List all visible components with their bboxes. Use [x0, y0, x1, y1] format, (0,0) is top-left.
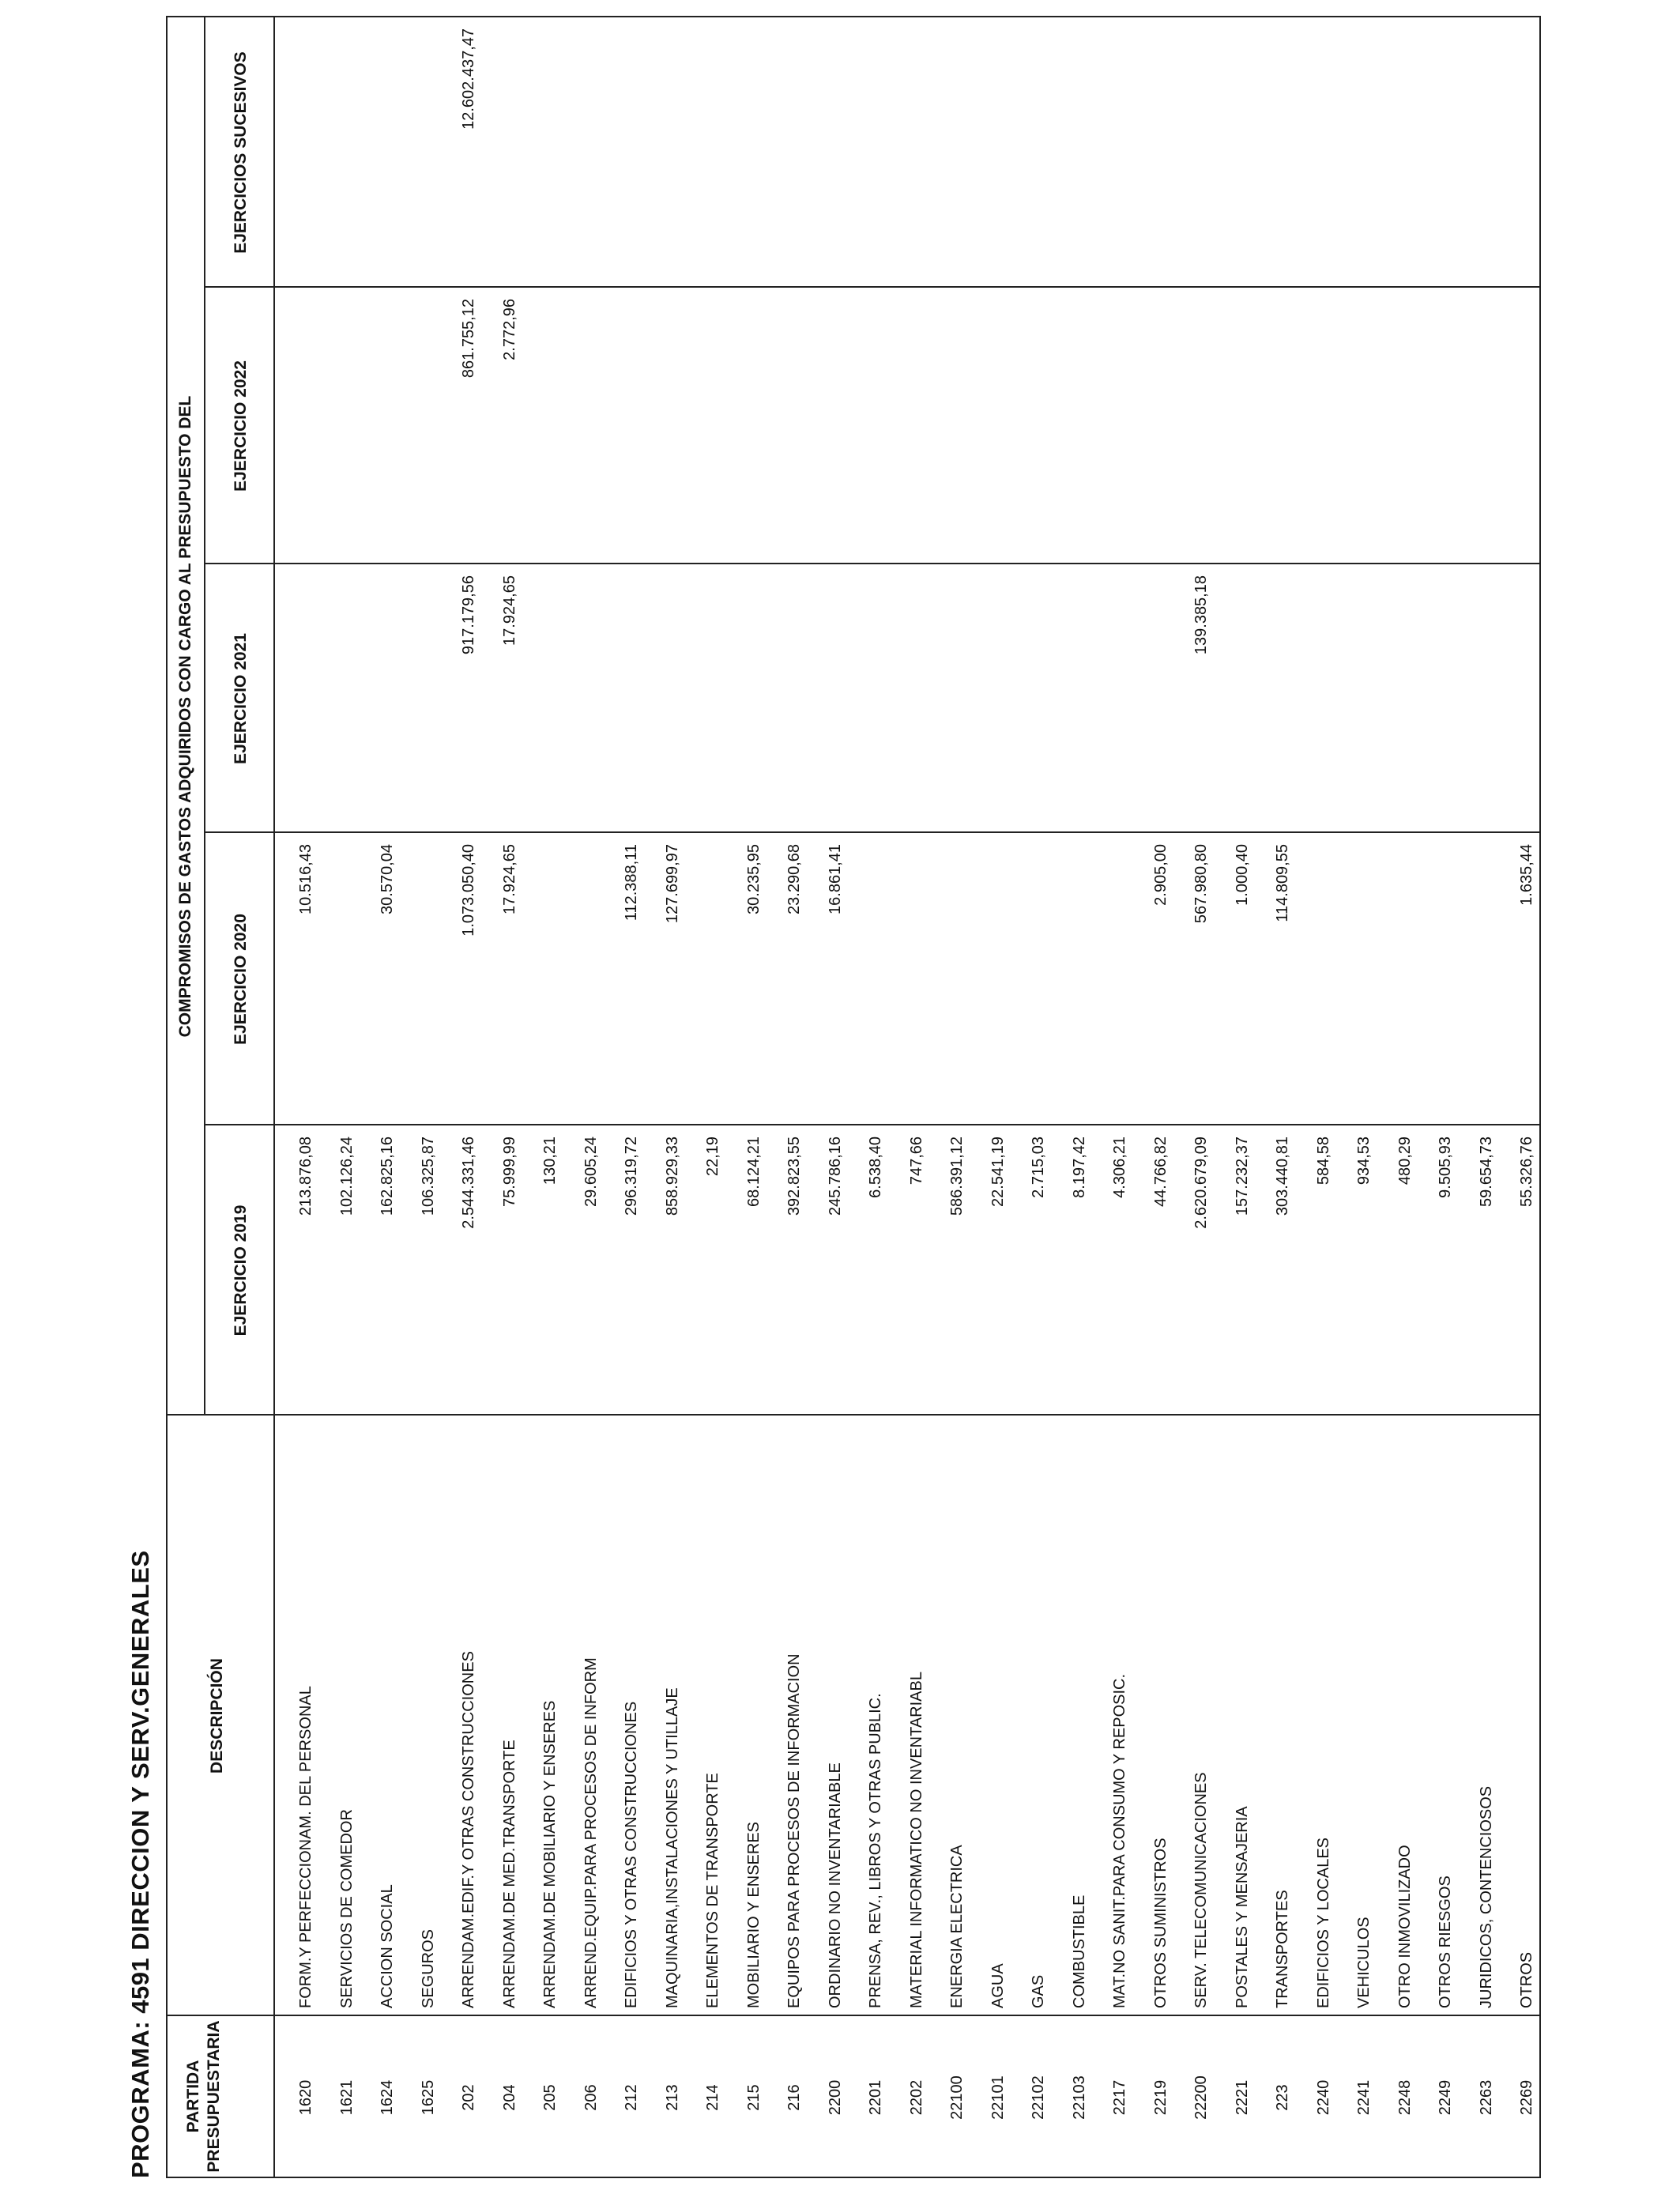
row-code: 216 [785, 2084, 803, 2111]
row-description: EQUIPOS PARA PROCESOS DE INFORMACION [785, 1653, 803, 2008]
row-description: GAS [1030, 1974, 1047, 2008]
row-amount-v2019: 162.825,16 [379, 1137, 396, 1216]
row-description: AGUA [989, 1963, 1007, 2008]
row-description: MATERIAL INFORMATICO NO INVENTARIABL [907, 1672, 925, 2008]
row-amount-vsuc: 12.602.437,47 [460, 28, 477, 130]
row-amount-v2019: 934,53 [1355, 1137, 1373, 1186]
row-amount-v2020: 1.000,40 [1233, 844, 1251, 906]
row-code: 2240 [1314, 2079, 1332, 2116]
row-description: POSTALES Y MENSAJERIA [1233, 1806, 1251, 2008]
row-amount-v2019: 2.715,03 [1030, 1137, 1047, 1198]
header-2020: EJERCICIO 2020 [232, 914, 250, 1045]
row-amount-v2019: 55.326,76 [1518, 1137, 1535, 1207]
divider-2021 [204, 563, 1539, 564]
row-amount-v2020: 114.809,55 [1274, 844, 1291, 922]
row-code: 2249 [1437, 2079, 1454, 2116]
row-amount-v2019: 29.605,24 [582, 1137, 600, 1207]
header-bottom-line [273, 17, 275, 2177]
row-amount-v2021: 917.179,56 [460, 575, 477, 655]
row-description: COMBUSTIBLE [1070, 1894, 1088, 2008]
row-description: OTROS [1518, 1951, 1535, 2008]
header-group: COMPROMISOS DE GASTOS ADQUIRIDOS CON CARGO AL PRESUPUESTO DEL [176, 395, 194, 1038]
row-amount-v2019: 392.823,55 [785, 1137, 803, 1216]
header-2022: EJERCICIO 2022 [232, 360, 250, 492]
row-amount-v2019: 4.306,21 [1111, 1137, 1128, 1198]
row-code: 22103 [1070, 2075, 1088, 2120]
row-amount-v2019: 858.929,33 [663, 1137, 681, 1216]
budget-table [166, 16, 1541, 2178]
row-code: 206 [582, 2084, 600, 2111]
row-description: SERVICIOS DE COMEDOR [337, 1809, 356, 2008]
row-description: OTRO INMOVILIZADO [1396, 1845, 1414, 2008]
row-description: TRANSPORTES [1274, 1890, 1291, 2008]
row-description: MAQUINARIA,INSTALACIONES Y UTILLAJE [663, 1687, 681, 2008]
row-code: 1625 [419, 2079, 437, 2116]
row-amount-v2020: 2.905,00 [1151, 844, 1170, 906]
row-description: EDIFICIOS Y OTRAS CONSTRUCCIONES [623, 1701, 640, 2008]
row-code: 2248 [1396, 2079, 1414, 2116]
divider-2022 [204, 286, 1539, 288]
row-amount-v2019: 2.620.679,09 [1192, 1137, 1210, 1229]
row-code: 202 [460, 2084, 477, 2111]
row-amount-v2021: 139.385,18 [1192, 575, 1210, 655]
row-description: EDIFICIOS Y LOCALES [1314, 1837, 1332, 2008]
divider-2020 [204, 831, 1539, 833]
row-amount-v2019: 8.197,42 [1070, 1137, 1088, 1198]
row-code: 1621 [337, 2079, 356, 2116]
row-amount-v2019: 584,58 [1314, 1137, 1332, 1186]
row-description: MOBILIARIO Y ENSERES [744, 1821, 763, 2008]
row-description: ENERGIA ELECTRICA [948, 1845, 966, 2008]
row-code: 22101 [989, 2075, 1007, 2120]
row-description: SEGUROS [419, 1928, 437, 2008]
row-description: FORM.Y PERFECCIONAM. DEL PERSONAL [297, 1686, 315, 2008]
row-code: 2221 [1233, 2079, 1251, 2116]
row-description: ARREND.EQUIP.PARA PROCESOS DE INFORM [582, 1657, 600, 2008]
row-code: 2219 [1151, 2079, 1170, 2116]
row-code: 223 [1274, 2084, 1291, 2111]
header-2021: EJERCICIO 2021 [232, 633, 250, 764]
divider-partida [168, 2015, 1539, 2016]
row-code: 2202 [907, 2079, 925, 2116]
header-group-line [204, 17, 205, 1416]
row-amount-v2020: 17.924,65 [500, 844, 518, 914]
row-code: 2200 [826, 2079, 844, 2116]
row-code: 22100 [948, 2075, 966, 2120]
row-description: ARRENDAM.DE MOBILIARIO Y ENSERES [541, 1700, 559, 2008]
row-amount-v2019: 106.325,87 [419, 1137, 437, 1216]
row-amount-v2020: 30.570,04 [379, 844, 396, 914]
row-amount-v2020: 1.073.050,40 [460, 844, 477, 937]
row-amount-v2021: 17.924,65 [500, 575, 518, 646]
row-description: ELEMENTOS DE TRANSPORTE [704, 1773, 721, 2008]
row-amount-v2020: 127.699,97 [663, 844, 681, 924]
row-amount-v2019: 303.440,81 [1274, 1137, 1291, 1216]
row-code: 2217 [1111, 2079, 1128, 2116]
row-amount-v2022: 2.772,96 [500, 299, 518, 360]
row-amount-v2020: 112.388,11 [623, 844, 640, 922]
row-amount-v2019: 245.786,16 [826, 1137, 844, 1216]
row-description: PRENSA, REV., LIBROS Y OTRAS PUBLIC. [867, 1693, 884, 2008]
row-amount-v2019: 296.319,72 [623, 1137, 640, 1216]
row-amount-v2019: 2.544.331,46 [460, 1137, 477, 1229]
header-2019: EJERCICIO 2019 [232, 1204, 250, 1336]
row-code: 213 [663, 2084, 681, 2111]
header-sucesivos: EJERCICIOS SUCESIVOS [232, 51, 250, 254]
row-amount-v2020: 10.516,43 [297, 844, 315, 914]
row-amount-v2020: 30.235,95 [744, 844, 763, 914]
header-descripcion: DESCRIPCIÓN [208, 1658, 226, 1774]
row-amount-v2019: 213.876,08 [297, 1137, 315, 1216]
row-description: ORDINARIO NO INVENTARIABLE [826, 1762, 844, 2008]
row-code: 22102 [1030, 2075, 1047, 2120]
row-code: 2269 [1518, 2079, 1535, 2116]
row-amount-v2019: 22.541,19 [989, 1137, 1007, 1207]
row-amount-v2019: 75.999,99 [500, 1137, 518, 1207]
row-code: 204 [500, 2084, 518, 2111]
row-amount-v2020: 1.635,44 [1518, 844, 1535, 906]
row-amount-v2019: 6.538,40 [867, 1137, 884, 1198]
row-code: 205 [541, 2084, 559, 2111]
row-code: 1620 [297, 2079, 315, 2116]
row-description: OTROS SUMINISTROS [1151, 1838, 1170, 2008]
divider-2019 [204, 1124, 1539, 1125]
row-amount-v2019: 480,29 [1396, 1137, 1414, 1186]
row-code: 214 [704, 2084, 721, 2111]
header-partida: PARTIDA PRESUPUESTARIA [184, 2020, 223, 2173]
row-amount-v2019: 130,21 [541, 1137, 559, 1186]
row-description: ACCION SOCIAL [379, 1884, 396, 2008]
row-code: 2263 [1477, 2079, 1495, 2116]
row-code: 1624 [379, 2079, 396, 2116]
row-description: OTROS RIESGOS [1437, 1875, 1454, 2008]
row-description: VEHICULOS [1355, 1917, 1373, 2008]
row-code: 212 [623, 2084, 640, 2111]
row-description: JURIDICOS, CONTENCIOSOS [1477, 1785, 1495, 2008]
row-description: ARRENDAM.DE MED.TRANSPORTE [500, 1740, 518, 2008]
row-amount-v2019: 22,19 [704, 1137, 721, 1177]
row-code: 2241 [1355, 2079, 1373, 2116]
row-description: SERV. TELECOMUNICACIONES [1192, 1772, 1210, 2008]
row-amount-v2019: 157.232,37 [1233, 1137, 1251, 1216]
row-amount-v2019: 586.391,12 [948, 1137, 966, 1216]
program-title: PROGRAMA: 4591 DIRECCION Y SERV.GENERALES [126, 1550, 154, 2178]
row-amount-v2019: 59.654,73 [1477, 1137, 1495, 1207]
divider-desc [168, 1414, 1539, 1416]
row-code: 22200 [1192, 2075, 1210, 2120]
row-description: ARRENDAM.EDIF.Y OTRAS CONSTRUCCIONES [460, 1651, 477, 2008]
row-amount-v2019: 747,66 [907, 1137, 925, 1186]
row-amount-v2020: 16.861,41 [826, 844, 844, 914]
row-amount-v2019: 102.126,24 [337, 1137, 356, 1216]
row-amount-v2019: 68.124,21 [744, 1137, 763, 1207]
row-amount-v2020: 23.290,68 [785, 844, 803, 914]
row-amount-v2022: 861.755,12 [460, 299, 477, 379]
row-code: 215 [744, 2084, 763, 2111]
row-amount-v2019: 44.766,82 [1151, 1137, 1170, 1207]
row-description: MAT.NO SANIT.PARA CONSUMO Y REPOSIC. [1111, 1673, 1128, 2008]
row-amount-v2020: 567.980,80 [1192, 844, 1210, 924]
row-code: 2201 [867, 2079, 884, 2116]
row-amount-v2019: 9.505,93 [1437, 1137, 1454, 1198]
